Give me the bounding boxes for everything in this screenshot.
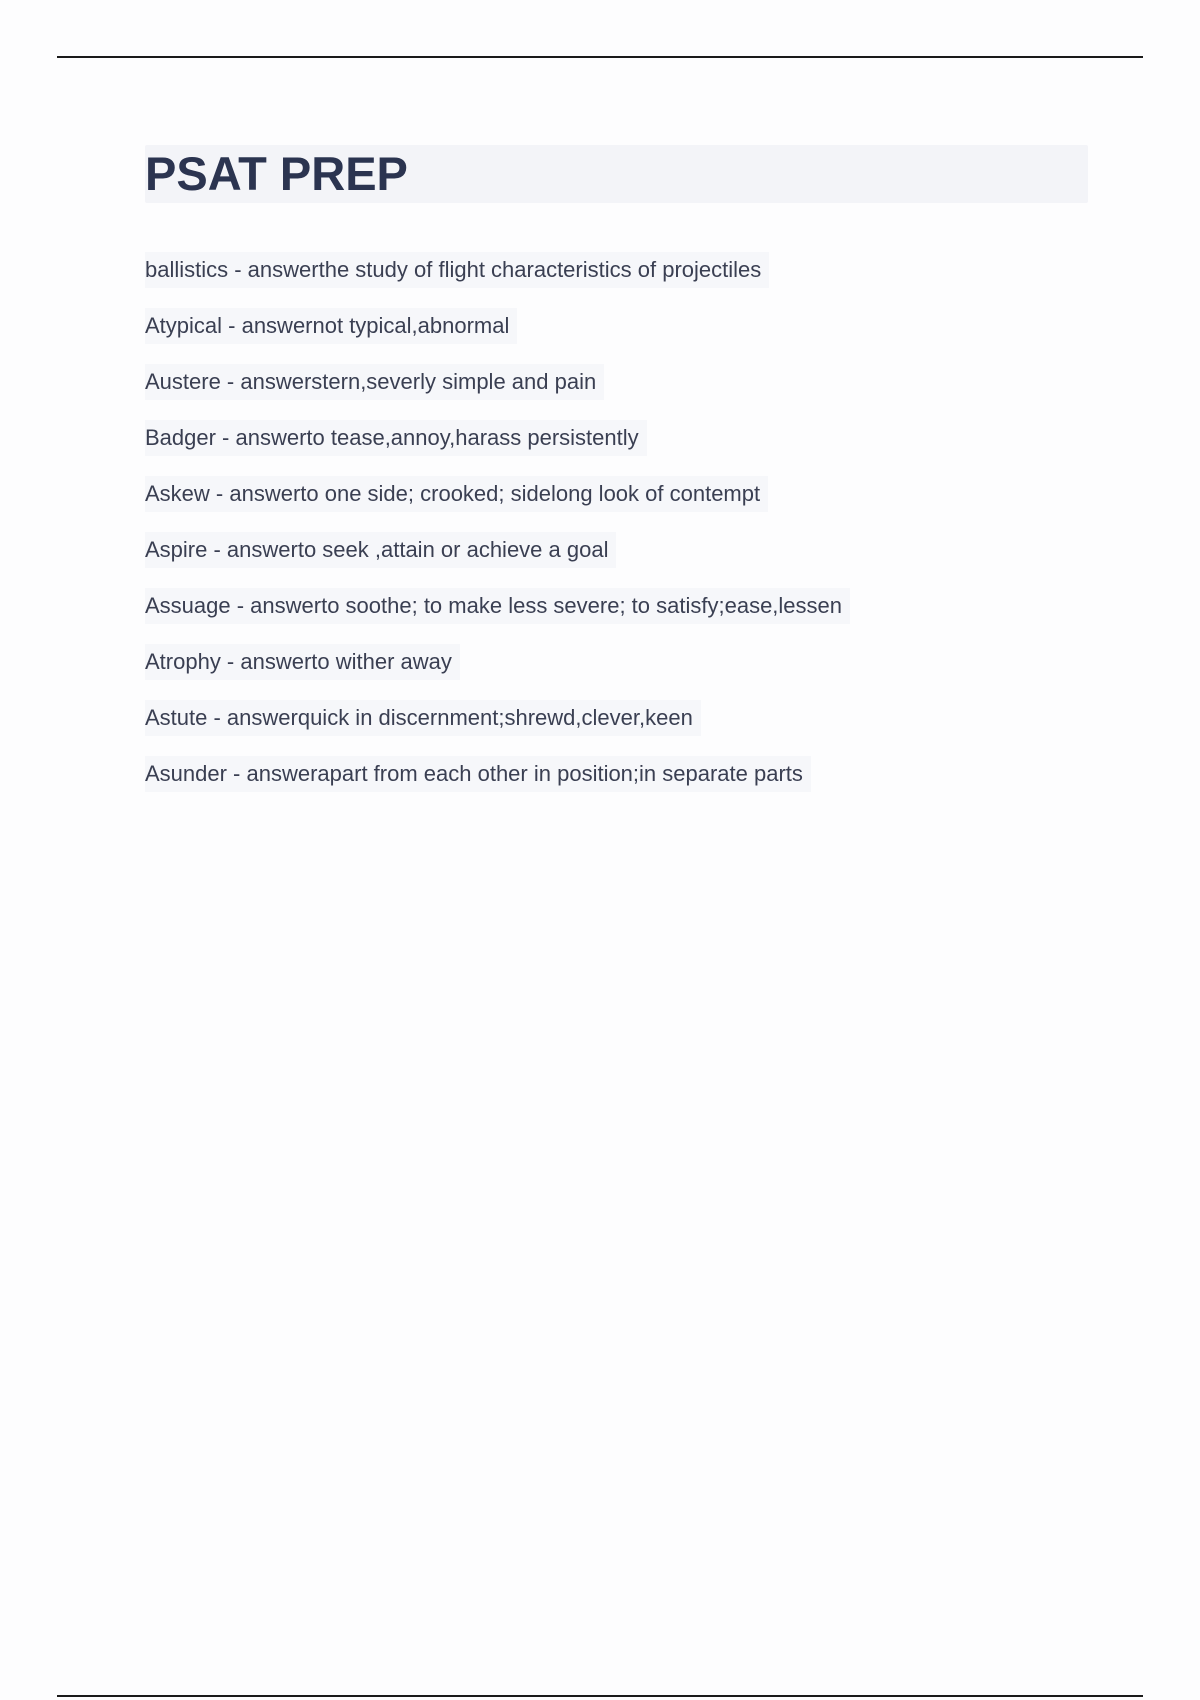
list-item — [145, 252, 1105, 308]
page-title: PSAT PREP — [145, 147, 408, 200]
list-item — [145, 588, 1105, 644]
vocabulary-list — [145, 252, 1105, 812]
entry-text: ballistics - answerthe study of flight characteristics of projectiles — [145, 252, 769, 288]
list-item — [145, 476, 1105, 532]
entry-text: Atrophy - answerto wither away — [145, 644, 460, 680]
list-item — [145, 700, 1105, 756]
header-rule — [57, 56, 1143, 58]
entry-text: Aspire - answerto seek ,attain or achieve a goal — [145, 532, 616, 568]
list-item — [145, 756, 1105, 812]
list-item — [145, 532, 1105, 588]
list-item — [145, 644, 1105, 700]
entry-text: Assuage - answerto soothe; to make less severe; to satisfy;ease,lessen — [145, 588, 850, 624]
entry-text: Asunder - answerapart from each other in position;in separate parts — [145, 756, 811, 792]
list-item — [145, 308, 1105, 364]
list-item — [145, 420, 1105, 476]
entry-text: Badger - answerto tease,annoy,harass persistently — [145, 420, 647, 456]
entry-text: Astute - answerquick in discernment;shrewd,clever,keen — [145, 700, 701, 736]
entry-text: Atypical - answernot typical,abnormal — [145, 308, 517, 344]
footer-rule — [57, 1695, 1143, 1697]
list-item — [145, 364, 1105, 420]
entry-text: Austere - answerstern,severly simple and pain — [145, 364, 604, 400]
entry-text: Askew - answerto one side; crooked; sidelong look of contempt — [145, 476, 768, 512]
